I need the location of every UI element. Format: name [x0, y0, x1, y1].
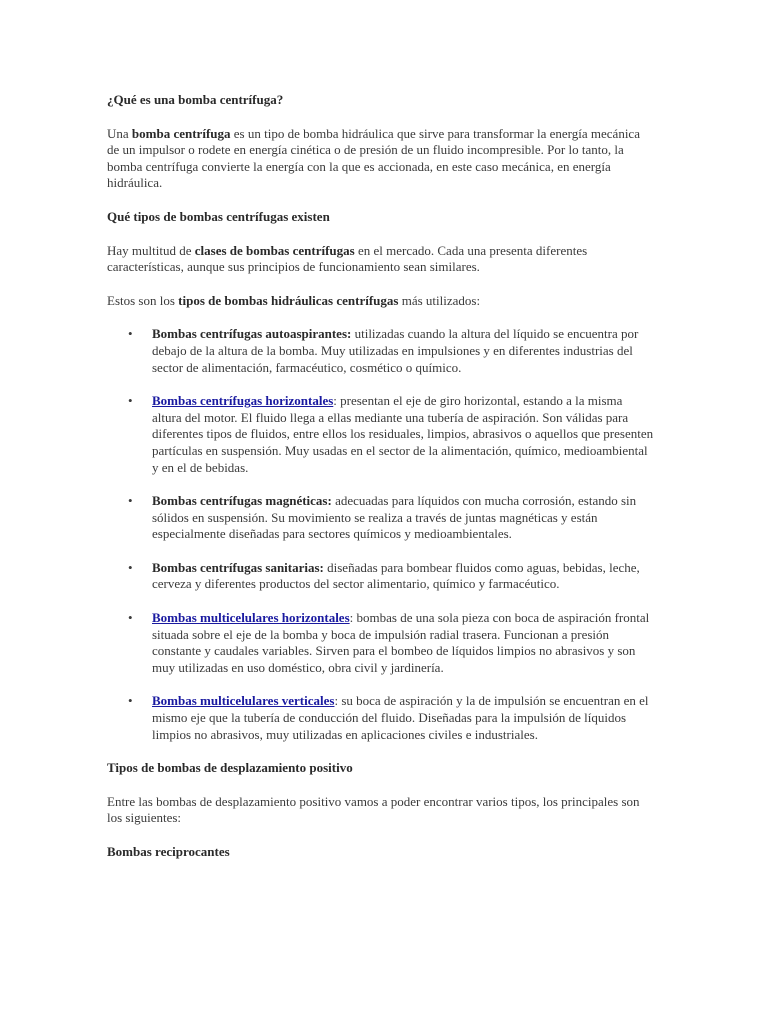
item-title: Bombas centrífugas autoaspirantes: [152, 326, 352, 342]
item-text: : su boca de aspiración y la de impulsión se encuentran en el mismo eje que la tubería de conducción del fluido. Diseñadas para la impulsión de líquidos limpios no abrasivos, muy utilizadas en aplicaciones civiles e industriales. [152, 693, 649, 742]
bullet-icon: • [128, 493, 133, 509]
pump-types-list [107, 326, 655, 743]
item-title: Bombas centrífugas sanitarias: [152, 559, 324, 575]
item-title: Bombas centrífugas magnéticas: [152, 493, 332, 509]
heading-tipos: Qué tipos de bombas centrífugas existen [107, 208, 330, 224]
text: Estos son los [107, 292, 179, 308]
text: Una [107, 125, 132, 141]
bold-term: clases de bombas centrífugas [194, 242, 355, 258]
bold-term: bomba centrífuga [131, 125, 231, 141]
bullet-icon: • [128, 559, 133, 575]
paragraph-intro-list [107, 293, 655, 310]
text: Hay multitud de [107, 242, 195, 258]
paragraph-definition [107, 126, 655, 192]
text: en el mercado. Cada una presenta diferentes características, aunque sus principios de funcionamiento sean similares. [107, 242, 588, 275]
heading-que-es: ¿Qué es una bomba centrífuga? [107, 92, 284, 107]
bullet-icon: • [128, 693, 133, 709]
list-item [107, 560, 655, 593]
list-item [107, 326, 655, 376]
paragraph-desplazamiento: Entre las bombas de desplazamiento positivo vamos a poder encontrar varios tipos, los principales son los siguientes: [107, 793, 640, 826]
paragraph-clases [107, 243, 655, 276]
list-item [107, 610, 655, 676]
list-item [107, 693, 655, 743]
link-horizontales[interactable]: Bombas centrífugas horizontales [152, 393, 334, 409]
item-text: adecuadas para líquidos con mucha corrosión, estando sin sólidos en suspensión. Su movimiento se realiza a través de juntas magnéticas y están especialmente diseñadas para sectores químicos y medioambientales. [152, 493, 637, 542]
list-item [107, 393, 655, 476]
bold-term: tipos de bombas hidráulicas centrífugas [178, 292, 399, 308]
item-text: utilizadas cuando la altura del líquido se encuentra por debajo de la altura de la bomba. Muy utilizadas en impulsiones y en diferentes industrias del sector de alimentación, farmacéutico, cosmético o químico. [152, 326, 639, 375]
bullet-icon: • [128, 326, 133, 342]
item-text: : bombas de una sola pieza con boca de aspiración frontal situada sobre el eje de la bomba y boca de impulsión radial trasera. Funcionan a presión constante y caudales variables. Sirven para el bombeo de líquidos limpios no abrasivos y son muy utilizadas en uso doméstico, obra civil y jardinería. [152, 610, 650, 675]
link-multicelulares-verticales[interactable]: Bombas multicelulares verticales [152, 693, 335, 709]
item-text: : presentan el eje de giro horizontal, estando a la misma altura del motor. El fluido llega a ellas mediante una tubería de aspiración. Son válidas para diferentes tipos de fluidos, entre ellos los residuales, limpios, abrasivos o aquellos que presenten partículas en suspensión. Muy usadas en el sector de la alimentación, químico, medioambiental y en el de bebidas. [152, 393, 654, 475]
text: más utilizados: [398, 292, 481, 308]
heading-desplazamiento: Tipos de bombas de desplazamiento positivo [107, 760, 353, 776]
item-text: diseñadas para bombear fluidos como aguas, bebidas, leche, cerveza y diferentes productos del sector alimentario, químico y farmacéutico. [152, 559, 640, 592]
heading-reciprocantes: Bombas reciprocantes [107, 844, 230, 859]
document-body [107, 92, 655, 861]
list-item [107, 493, 655, 543]
text: es un tipo de bomba hidráulica que sirve para transformar la energía mecánica de un impulsor o rodete en energía cinética o de presión de un fluido incompresible. Por lo tanto, la bomba centrífuga convierte la energía con la que es accionada, en este caso mecánica, en energía hidráulica. [107, 125, 640, 191]
link-multicelulares-horizontales[interactable]: Bombas multicelulares horizontales [152, 610, 350, 626]
bullet-icon: • [128, 610, 133, 626]
bullet-icon: • [128, 393, 133, 409]
